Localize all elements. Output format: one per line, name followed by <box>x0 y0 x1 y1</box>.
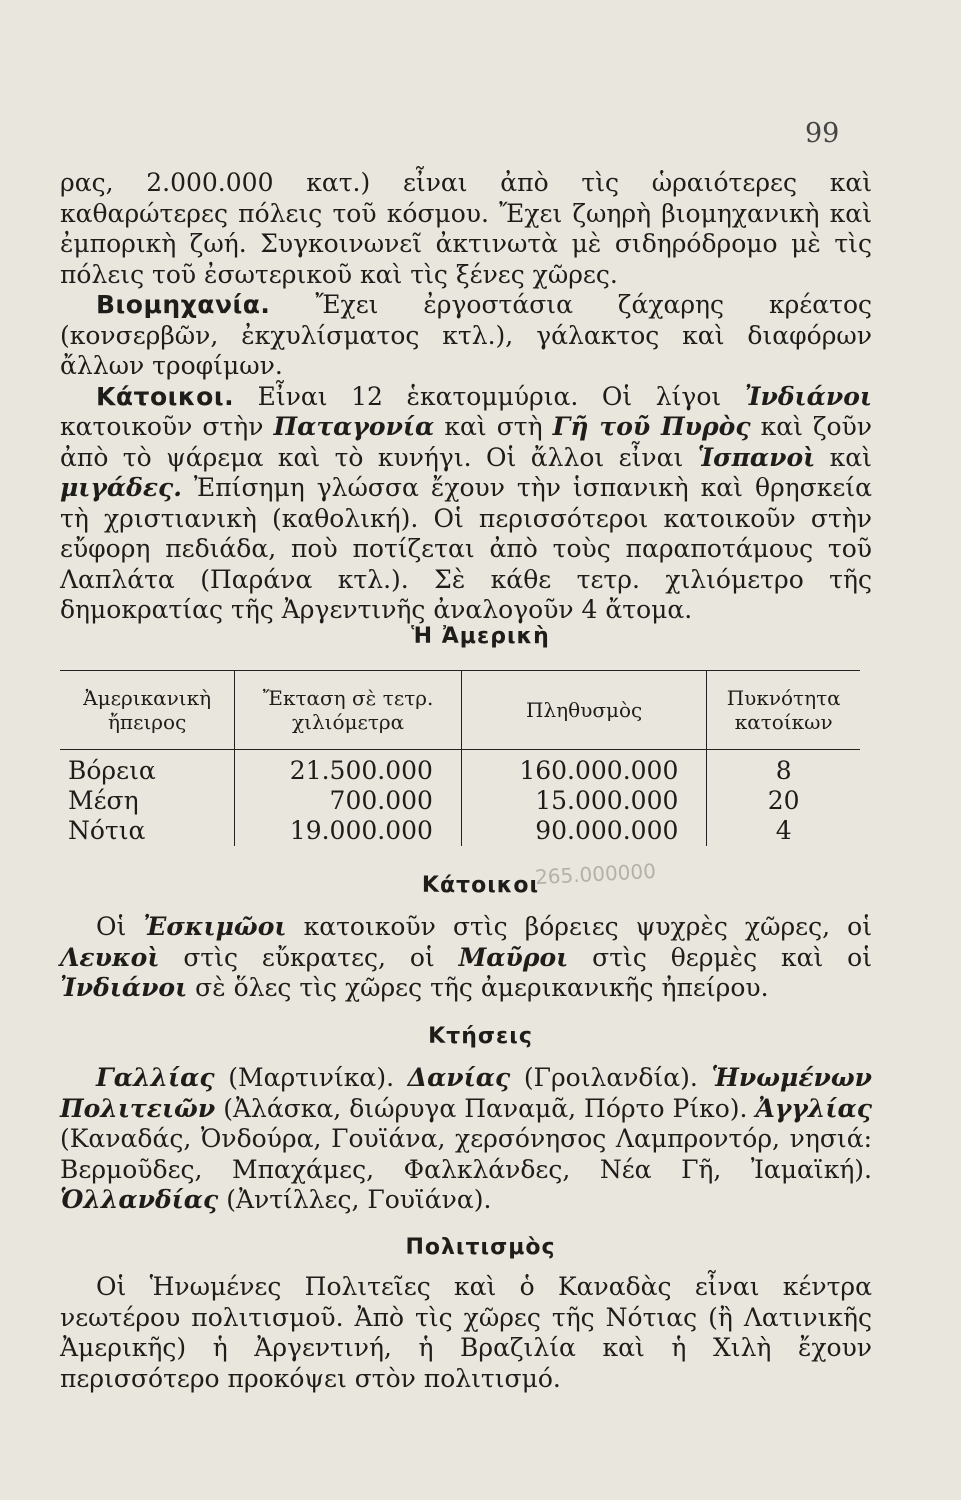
civilization-paragraph: Οἱ Ἡνωμένες Πολιτεῖες καὶ ὁ Καναδὰς εἶναι κέντρα νεωτέρου πολιτισμοῦ. Ἀπὸ τὶς χῶρες τῆς Νότιας (ἢ Λατινικῆς Ἀμερικῆς) ἡ Ἀργεντινή, ἡ Βραζιλία καὶ ἡ Χιλὴ ἔχουν περισσότερο προκόψει στὸν πολιτισμό. <box>60 1272 872 1393</box>
text-run: στὶς θερμὲς καὶ οἱ <box>568 942 872 972</box>
table-row <box>60 750 860 787</box>
emphasis: μιγάδες. <box>60 473 182 502</box>
header-continent: Ἀμερικανικὴ ἤπειρος <box>60 671 235 750</box>
section-heading-america: Ἡ Ἀμερικὴ <box>411 624 550 649</box>
emphasis: Ἐσκιμῶοι <box>143 912 287 941</box>
text-run: (Ἀντίλλες, Γουϊάνα). <box>218 1185 492 1214</box>
text-run: στὶς εὔκρατες, οἱ <box>159 942 459 972</box>
text-run: καὶ ζοῦν ἀπὸ τὸ ψάρεμα καὶ τὸ κυνήγι. Οἱ ἄλλοι εἶναι <box>60 412 872 472</box>
cell-density: 8 <box>707 750 860 787</box>
intro-paragraph: ρας, 2.000.000 κατ.) εἶναι ἀπὸ τὶς ὡραιότερες καὶ καθαρώτερες πόλεις τοῦ κόσμου. Ἔχει ζωηρὴ βιομηχανικὴ καὶ ἐμπορικὴ ζωή. Συγκοινωνεῖ ἀκτινωτὰ μὲ σιδηρόδρομο μὲ τὶς πόλεις τοῦ ἐσωτερικοῦ καὶ τὶς ξένες χῶρες. <box>60 168 872 289</box>
text-run: καὶ στὴ <box>434 412 553 441</box>
possessions-paragraph <box>60 1063 872 1216</box>
inhabitants-paragraph <box>60 382 872 626</box>
cell-area: 21.500.000 <box>235 750 462 787</box>
cell-density: 4 <box>707 816 860 846</box>
cell-population: 160.000.000 <box>461 750 706 787</box>
text-run: κατοικοῦν στὴν <box>60 412 274 441</box>
cell-population: 15.000.000 <box>461 786 706 816</box>
emphasis: Ἰνδιάνοι <box>60 973 188 1002</box>
text-run: (Μαρτινίκα). <box>214 1063 408 1092</box>
america-table <box>60 670 860 846</box>
text-run: (Καναδάς, Ὀνδούρα, Γουϊάνα, χερσόνησος Λαμπροντόρ, νησιά: Βερμοῦδες, Μπαχάμες, Φαλκλάνδες, Νέα Γῆ, Ἰαμαϊκή). <box>60 1124 872 1184</box>
america-table-wrap <box>60 670 860 855</box>
pencil-annotation: 265.000000 <box>534 858 657 890</box>
cell-area: 700.000 <box>235 786 462 816</box>
cell-region: Νότια <box>68 816 146 845</box>
section-heading-possessions: Κτήσεις <box>428 1024 533 1049</box>
header-density: Πυκνότητα κατοίκων <box>707 671 860 750</box>
emphasis: Μαῦροι <box>458 942 569 972</box>
text-run: καὶ <box>815 442 872 472</box>
industry-paragraph <box>60 290 872 382</box>
inhabitants-title: Κάτοικοι. <box>96 381 235 411</box>
inhabitants-section <box>60 912 872 1004</box>
cell-region: Βόρεια <box>68 756 156 785</box>
industry-text: Ἔχει ἐργοστάσια ζάχαρης κρέατος (κονσερβῶν, ἐκχυλίσματος κτλ.), γάλακτος καὶ διαφόρων ἄλλων τροφίμων. <box>60 290 872 380</box>
cell-region: Μέση <box>68 786 139 815</box>
text-run: Οἱ <box>96 912 144 941</box>
emphasis: Γαλλίας <box>96 1063 215 1092</box>
page-number: 99 <box>805 118 840 149</box>
text-run: Εἶναι 12 ἑκατομμύρια. Οἱ λίγοι <box>234 381 745 411</box>
top-paragraphs <box>60 168 872 626</box>
civilization-section <box>60 1272 872 1394</box>
emphasis: Ἱσπανοὶ <box>697 442 816 472</box>
text-run: Ἐπίσημη γλώσσα ἔχουν τὴν ἱσπανικὴ καὶ θρησκεία τὴ χριστιανικὴ (καθολική). Οἱ περισσότεροι κατοικοῦν στὴν εὔφορη πεδιάδα, ποὺ ποτίζεται ἀπὸ τοὺς παραποτάμους τοῦ Λαπλάτα (Παράνα κτλ.). Σὲ κάθε τετρ. χιλιόμετρο τῆς δημοκρατίας τῆς Ἀργεντινῆς ἀναλογοῦν 4 ἄτομα. <box>60 473 872 624</box>
industry-title: Βιομηχανία. <box>96 290 271 319</box>
cell-area: 19.000.000 <box>235 816 462 846</box>
table-row <box>60 816 860 846</box>
inhabitants-races-paragraph <box>60 912 872 1004</box>
text-run: (Γροιλανδία). <box>510 1063 712 1092</box>
table-header-row <box>60 671 860 750</box>
emphasis: Λευκοὶ <box>60 942 160 972</box>
emphasis: Ἀγγλίας <box>755 1093 872 1123</box>
emphasis: Γῆ τοῦ Πυρὸς <box>552 412 751 441</box>
header-area: Ἔκταση σὲ τετρ. χιλιόμετρα <box>235 671 462 750</box>
emphasis: Δανίας <box>407 1063 511 1092</box>
cell-population: 90.000.000 <box>461 816 706 846</box>
possessions-section <box>60 1063 872 1216</box>
emphasis: Παταγονία <box>273 412 435 441</box>
section-heading-civilization: Πολιτισμὸς <box>405 1235 556 1260</box>
text-run: κατοικοῦν στὶς βόρειες ψυχρὲς χῶρες, οἱ <box>286 912 873 941</box>
emphasis: Ἰνδιάνοι <box>744 381 872 411</box>
table-row <box>60 786 860 816</box>
text-run: (Ἀλάσκα, διώρυγα Παναμᾶ, Πόρτο Ρίκο). <box>215 1093 756 1123</box>
emphasis: Ἡνωμένων Πολιτειῶν <box>60 1063 873 1123</box>
text-run: σὲ ὅλες τὶς χῶρες τῆς ἀμερικανικῆς ἠπείρου. <box>187 973 769 1002</box>
cell-density: 20 <box>707 786 860 816</box>
section-heading-inhabitants: Κάτοικοι <box>421 873 540 898</box>
header-population: Πληθυσμὸς <box>461 671 706 750</box>
emphasis: Ὁλλανδίας <box>60 1185 219 1214</box>
